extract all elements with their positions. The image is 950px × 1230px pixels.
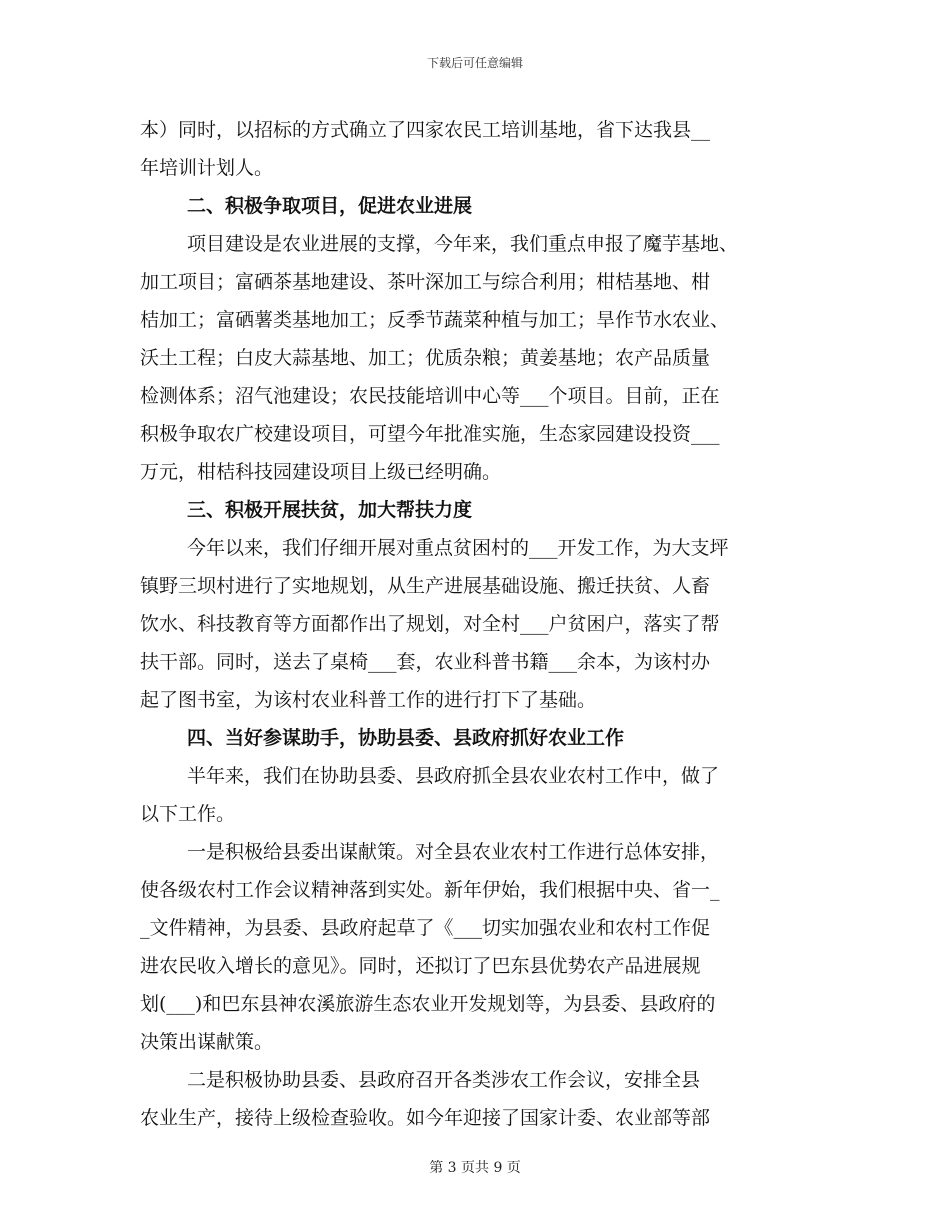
body-text-line: 一是积极给县委出谋献策。对全县农业农村工作进行总体安排， <box>187 841 720 863</box>
section-heading: 三、积极开展扶贫，加大帮扶力度 <box>187 499 473 521</box>
body-text-line: 以下工作。 <box>140 803 236 825</box>
body-text-line: 年培训计划人。 <box>140 157 274 179</box>
body-text-line: 进农民收入增长的意见》。同时，还拟订了巴东县优势农产品进展规 <box>140 955 701 977</box>
body-text-line: 检测体系；沼气池建设；农民技能培训中心等___个项目。目前，正在 <box>140 385 720 407</box>
body-text-line: 起了图书室，为该村农业科普工作的进行打下了基础。 <box>140 689 597 711</box>
body-text-line: 镇野三坝村进行了实地规划，从生产进展基础设施、搬迁扶贫、人畜 <box>140 575 711 597</box>
body-text-line: 本）同时，以招标的方式确立了四家农民工培训基地，省下达我县__ <box>140 119 711 141</box>
body-text-line: _文件精神，为县委、县政府起草了《___切实加强农业和农村工作促 <box>140 917 711 939</box>
body-text-line: 加工项目；富硒茶基地建设、茶叶深加工与综合利用；柑桔基地、柑 <box>140 271 711 293</box>
body-text-line: 决策出谋献策。 <box>140 1031 274 1053</box>
body-text-line: 万元，柑桔科技园建设项目上级已经明确。 <box>140 461 502 483</box>
body-text-line: 项目建设是农业进展的支撑，今年来，我们重点申报了魔芋基地、 <box>187 233 739 255</box>
body-text-line: 饮水、科技教育等方面都作出了规划，对全村___户贫困户，落实了帮 <box>140 613 720 635</box>
section-heading: 四、当好参谋助手，协助县委、县政府抓好农业工作 <box>187 727 625 749</box>
page-header: 下载后可任意编辑 <box>426 56 523 70</box>
body-text-line: 沃土工程；白皮大蒜基地、加工；优质杂粮；黄姜基地；农产品质量 <box>140 347 711 369</box>
body-text-line: 积极争取农广校建设项目，可望今年批准实施，生态家园建设投资___ <box>140 423 720 445</box>
body-text-line: 扶干部。同时，送去了桌椅___套，农业科普书籍___余本，为该村办 <box>140 651 711 673</box>
section-heading: 二、积极争取项目，促进农业进展 <box>187 195 473 217</box>
body-text-line: 二是积极协助县委、县政府召开各类涉农工作会议，安排全县 <box>187 1069 701 1091</box>
page-footer: 第 3 页共 9 页 <box>429 1160 521 1176</box>
body-text-line: 今年以来，我们仔细开展对重点贫困村的___开发工作，为大支坪 <box>187 537 729 559</box>
body-text-line: 划(___)和巴东县神农溪旅游生态农业开发规划等，为县委、县政府的 <box>140 993 716 1015</box>
body-text-line: 桔加工；富硒薯类基地加工；反季节蔬菜种植与加工；旱作节水农业、 <box>140 309 730 331</box>
body-text-line: 使各级农村工作会议精神落到实处。新年伊始，我们根据中央、省一_ <box>140 879 720 901</box>
body-text-line: 半年来，我们在协助县委、县政府抓全县农业农村工作中，做了 <box>187 765 720 787</box>
document-body <box>140 111 805 1137</box>
body-text-line: 农业生产，接待上级检查验收。如今年迎接了国家计委、农业部等部 <box>140 1107 711 1129</box>
